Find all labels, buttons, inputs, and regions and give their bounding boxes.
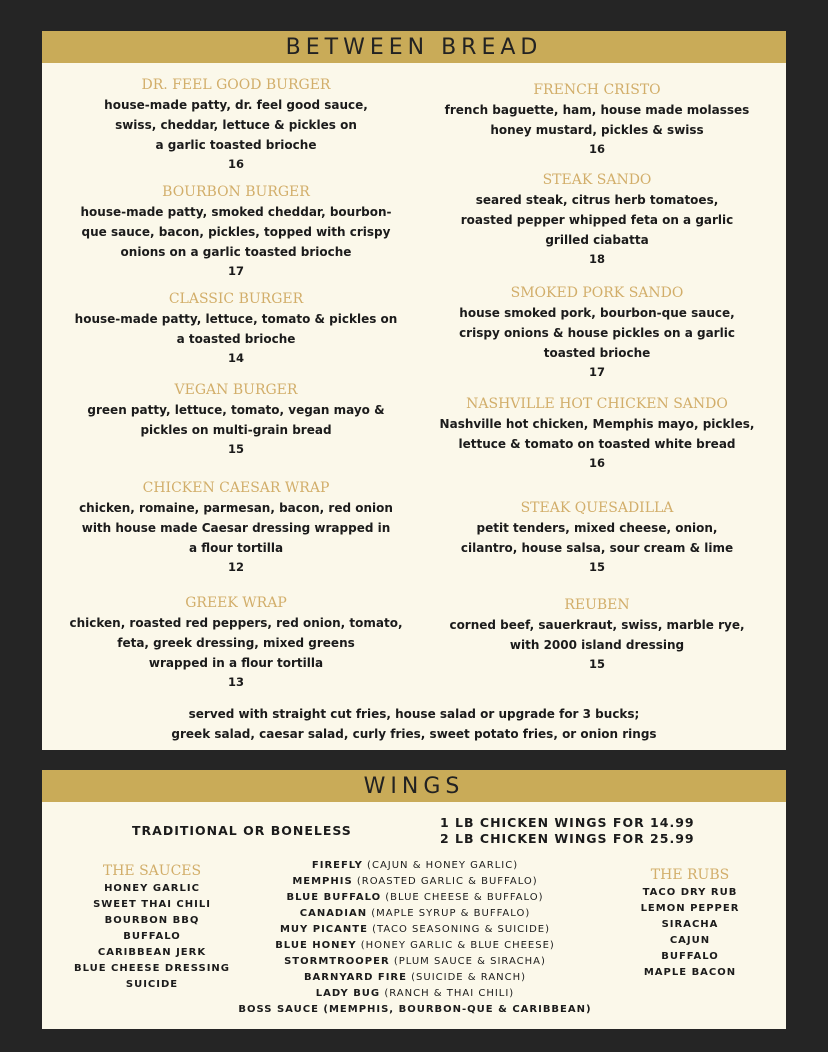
between-bread-section [42, 31, 786, 750]
item-desc-line: a garlic toasted brioche [155, 138, 317, 152]
item-desc-line: onions on a garlic toasted brioche [120, 245, 352, 259]
item-desc-line: swiss, cheddar, lettuce & pickles on [115, 118, 357, 132]
item-name: FRENCH CRISTO [533, 82, 661, 98]
footnote-line: greek salad, caesar salad, curly fries, sweet potato fries, or onion rings [171, 727, 657, 741]
rub-item: CAJUN [669, 935, 711, 946]
wing-style-label: TRADITIONAL OR BONELESS [132, 823, 352, 838]
item-desc-line: green patty, lettuce, tomato, vegan mayo & [87, 403, 385, 417]
rub-item: LEMON PEPPER [640, 903, 740, 914]
item-desc-line: with 2000 island dressing [509, 638, 685, 652]
house-sauce-name: LADY BUG [315, 988, 381, 999]
house-sauce-item [228, 922, 602, 938]
rubs-title: THE RUBS [650, 867, 730, 883]
item-name: REUBEN [564, 597, 630, 613]
item-name: BOURBON BURGER [162, 184, 310, 200]
item-price: 17 [588, 365, 605, 379]
house-sauce-name: BARNYARD FIRE [303, 972, 407, 983]
house-sauce-desc: (SUICIDE & RANCH) [406, 972, 527, 983]
item-name: NASHVILLE HOT CHICKEN SANDO [466, 396, 728, 412]
menu-item [420, 81, 774, 159]
item-desc-line: toasted brioche [543, 346, 651, 360]
menu-item [64, 290, 408, 368]
item-desc-line: corned beef, sauerkraut, swiss, marble rye, [449, 618, 745, 632]
item-desc-line: a flour tortilla [188, 541, 284, 555]
item-name: SMOKED PORK SANDO [510, 285, 684, 301]
rub-item: SIRACHA [661, 919, 719, 930]
house-sauce-desc: (ROASTED GARLIC & BUFFALO) [352, 876, 538, 887]
house-sauce-name: BLUE BUFFALO [286, 892, 382, 903]
item-name: CLASSIC BURGER [168, 291, 304, 307]
menu-item [64, 381, 408, 459]
house-sauce-desc: (PLUM SAUCE & SIRACHA) [389, 956, 546, 967]
house-sauce-item [228, 938, 602, 954]
menu-item [420, 596, 774, 674]
menu-item [420, 171, 774, 269]
wings-section [42, 770, 786, 1029]
rub-item: BUFFALO [661, 951, 719, 962]
rubs-column [610, 867, 770, 981]
sauce-item: HONEY GARLIC [104, 883, 200, 894]
wing-price-lines [440, 815, 695, 847]
house-sauce-desc: (HONEY GARLIC & BLUE CHEESE) [356, 940, 555, 951]
house-sauce-item [228, 986, 602, 1002]
menu-item [64, 594, 408, 692]
sides-footnote [42, 704, 786, 744]
wings-banner [42, 770, 786, 802]
item-name: GREEK WRAP [185, 595, 287, 611]
item-desc-line: chicken, roasted red peppers, red onion, tomato, [69, 616, 403, 630]
item-name: STEAK QUESADILLA [520, 500, 674, 516]
house-sauce-item [228, 890, 602, 906]
item-desc-line: house-made patty, lettuce, tomato & pickles on [74, 312, 398, 326]
item-desc-line: french baguette, ham, house made molasses [444, 103, 750, 117]
house-sauce-desc: (RANCH & THAI CHILI) [380, 988, 515, 999]
wings-title: WINGS [363, 773, 465, 799]
item-desc-line: honey mustard, pickles & swiss [490, 123, 704, 137]
item-desc-line: crispy onions & house pickles on a garlic [459, 326, 735, 340]
house-sauce-item [228, 954, 602, 970]
house-sauce-item [228, 874, 602, 890]
menu-item [420, 499, 774, 577]
sauce-item: BLUE CHEESE DRESSING [73, 963, 231, 974]
sauce-item: SUICIDE [125, 979, 179, 990]
item-desc-line: pickles on multi-grain bread [140, 423, 332, 437]
item-price: 15 [588, 560, 605, 574]
item-desc-line: house-made patty, smoked cheddar, bourbon- [80, 205, 392, 219]
item-desc-line: cilantro, house salsa, sour cream & lime [460, 541, 734, 555]
house-sauce-item [228, 858, 602, 874]
item-desc-line: roasted pepper whipped feta on a garlic [460, 213, 734, 227]
house-sauce-name: MEMPHIS [292, 876, 353, 887]
item-price: 15 [588, 657, 605, 671]
item-name: CHICKEN CAESAR WRAP [142, 480, 330, 496]
house-sauce-desc: (BLUE CHEESE & BUFFALO) [381, 892, 544, 903]
item-desc-line: lettuce & tomato on toasted white bread [458, 437, 736, 451]
house-sauce-name: BLUE HONEY [275, 940, 357, 951]
item-name: DR. FEEL GOOD BURGER [141, 77, 331, 93]
item-desc-line: wrapped in a flour tortilla [148, 656, 324, 670]
item-desc-line: house-made patty, dr. feel good sauce, [104, 98, 368, 112]
item-desc-line: seared steak, citrus herb tomatoes, [475, 193, 719, 207]
sauce-item: CARIBBEAN JERK [97, 947, 207, 958]
item-name: STEAK SANDO [542, 172, 652, 188]
menu-item [64, 76, 408, 174]
item-desc-line: house smoked pork, bourbon-que sauce, [459, 306, 735, 320]
item-price: 13 [227, 675, 244, 689]
wing-price-line: 1 LB CHICKEN WINGS FOR 14.99 [440, 815, 695, 830]
item-desc-line: grilled ciabatta [545, 233, 649, 247]
house-sauce-desc: (MAPLE SYRUP & BUFFALO) [367, 908, 531, 919]
item-desc-line: with house made Caesar dressing wrapped in [81, 521, 391, 535]
item-price: 14 [227, 351, 244, 365]
item-price: 15 [227, 442, 244, 456]
house-sauce-desc: (CAJUN & HONEY GARLIC) [362, 860, 519, 871]
menu-item [64, 183, 408, 281]
item-desc-line: petit tenders, mixed cheese, onion, [476, 521, 718, 535]
house-sauce-name: MUY PICANTE [279, 924, 368, 935]
item-price: 17 [227, 264, 244, 278]
menu-item [64, 479, 408, 577]
item-desc-line: Nashville hot chicken, Memphis mayo, pickles, [439, 417, 755, 431]
house-sauce-desc: (TACO SEASONING & SUICIDE) [367, 924, 551, 935]
house-sauce-name: FIREFLY [311, 860, 363, 871]
item-price: 16 [588, 142, 605, 156]
between-bread-banner [42, 31, 786, 63]
house-sauce-item [228, 1002, 602, 1018]
sauces-title: THE SAUCES [102, 863, 202, 879]
wing-price-line: 2 LB CHICKEN WINGS FOR 25.99 [440, 831, 695, 846]
rub-item: MAPLE BACON [643, 967, 737, 978]
item-desc-line: feta, greek dressing, mixed greens [117, 636, 355, 650]
item-price: 16 [588, 456, 605, 470]
house-sauce-name: STORMTROOPER [284, 956, 390, 967]
house-sauce-name: BOSS SAUCE (MEMPHIS, BOURBON-QUE & CARIBBEAN) [238, 1004, 592, 1015]
sauces-column [64, 863, 240, 993]
item-price: 12 [227, 560, 244, 574]
item-price: 18 [588, 252, 605, 266]
between-bread-title: BETWEEN BREAD [285, 34, 543, 60]
menu-item [420, 395, 774, 473]
footnote-line: served with straight cut fries, house salad or upgrade for 3 bucks; [188, 707, 640, 721]
item-price: 16 [227, 157, 244, 171]
sauce-item: BOURBON BBQ [104, 915, 200, 926]
sauce-item: SWEET THAI CHILI [93, 899, 211, 910]
menu-item [420, 284, 774, 382]
sauce-item: BUFFALO [123, 931, 181, 942]
rub-item: TACO DRY RUB [642, 887, 738, 898]
item-desc-line: a toasted brioche [176, 332, 296, 346]
house-sauce-item [228, 970, 602, 986]
item-desc-line: que sauce, bacon, pickles, topped with crispy [81, 225, 391, 239]
house-sauce-item [228, 906, 602, 922]
house-sauces-column [228, 858, 602, 1018]
house-sauce-name: CANADIAN [299, 908, 368, 919]
item-name: VEGAN BURGER [174, 382, 298, 398]
item-desc-line: chicken, romaine, parmesan, bacon, red onion [79, 501, 393, 515]
